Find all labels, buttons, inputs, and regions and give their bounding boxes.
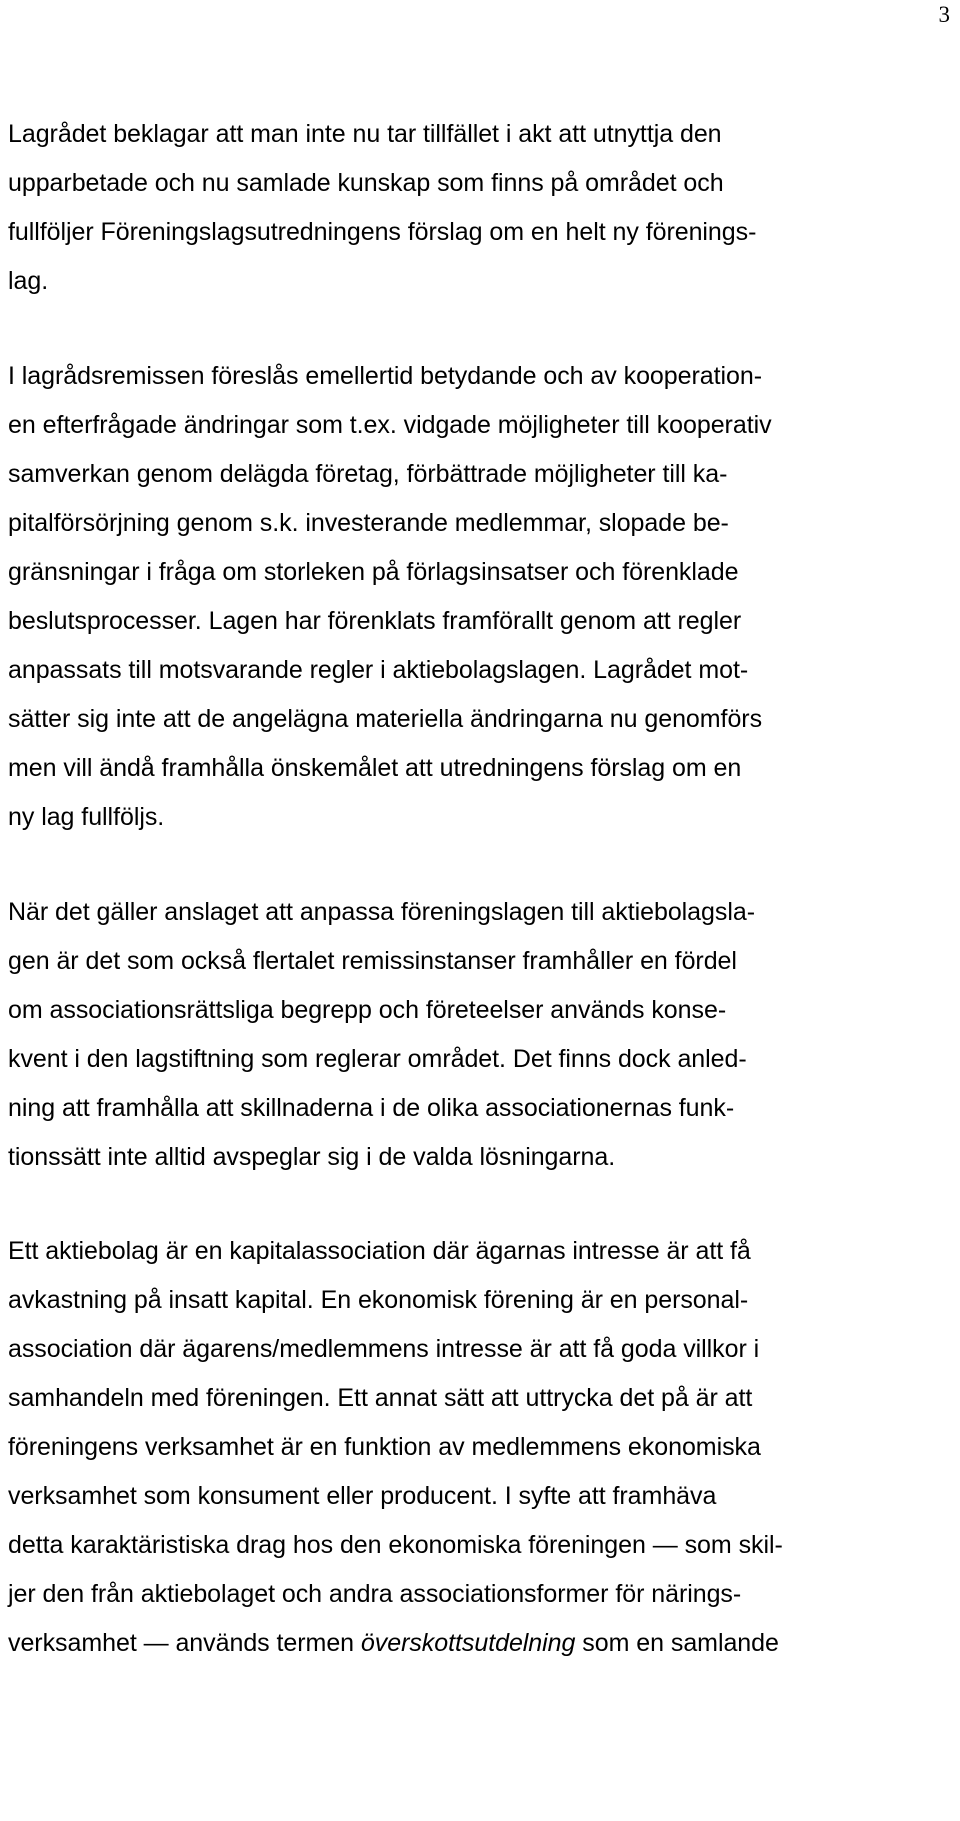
text-line: Lagrådet beklagar att man inte nu tar tillfället i akt att utnyttja den bbox=[8, 120, 722, 148]
paragraph-spacer bbox=[8, 1182, 956, 1227]
text-line: anpassats till motsvarande regler i aktiebolagslagen. Lagrådet mot- bbox=[8, 656, 749, 684]
paragraph-spacer bbox=[8, 842, 956, 888]
document-body bbox=[8, 110, 956, 1668]
text-line: men vill ändå framhålla önskemålet att utredningens förslag om en bbox=[8, 754, 742, 782]
emphasized-term: överskottsutdelning bbox=[360, 1629, 576, 1657]
text-line: sätter sig inte att de angelägna materiella ändringarna nu genomförs bbox=[8, 705, 763, 733]
text-line: om associationsrättsliga begrepp och företeelser används konse- bbox=[8, 996, 727, 1024]
text-line: jer den från aktiebolaget och andra associationsformer för närings- bbox=[8, 1580, 742, 1608]
text-line: kvent i den lagstiftning som reglerar området. Det finns dock anled- bbox=[8, 1045, 747, 1073]
text-line: en efterfrågade ändringar som t.ex. vidgade möjligheter till kooperativ bbox=[8, 411, 772, 439]
text-line: samhandeln med föreningen. Ett annat sätt att uttrycka det på är att bbox=[8, 1384, 753, 1412]
page-number: 3 bbox=[938, 2, 950, 27]
text-line: gen är det som också flertalet remissinstanser framhåller en fördel bbox=[8, 947, 737, 975]
text-line: gränsningar i fråga om storleken på förlagsinsatser och förenklade bbox=[8, 558, 739, 586]
paragraph-spacer bbox=[8, 306, 956, 352]
paragraph-3 bbox=[8, 888, 956, 1182]
text-line: tionssätt inte alltid avspeglar sig i de valda lösningarna. bbox=[8, 1143, 616, 1171]
text-line: ny lag fullföljs. bbox=[8, 803, 165, 831]
text-line: upparbetade och nu samlade kunskap som finns på området och bbox=[8, 169, 724, 197]
paragraph-1 bbox=[8, 110, 956, 306]
text-line: I lagrådsremissen föreslås emellertid betydande och av kooperation- bbox=[8, 362, 762, 390]
text-line: samverkan genom delägda företag, förbättrade möjligheter till ka- bbox=[8, 460, 728, 488]
text-line: När det gäller anslaget att anpassa föreningslagen till aktiebolagsla- bbox=[8, 898, 755, 926]
text-line: föreningens verksamhet är en funktion av medlemmens ekonomiska bbox=[8, 1433, 761, 1461]
paragraph-2 bbox=[8, 352, 956, 842]
text-line: lag. bbox=[8, 267, 49, 295]
text-line: detta karaktäristiska drag hos den ekonomiska föreningen — som skil- bbox=[8, 1531, 783, 1559]
text-line: ning att framhålla att skillnaderna i de olika associationernas funk- bbox=[8, 1094, 735, 1122]
text-line: pitalförsörjning genom s.k. investerande medlemmar, slopade be- bbox=[8, 509, 729, 537]
text-line: avkastning på insatt kapital. En ekonomisk förening är en personal- bbox=[8, 1286, 749, 1314]
text-line: verksamhet som konsument eller producent. I syfte att framhäva bbox=[8, 1482, 717, 1510]
text-line: beslutsprocesser. Lagen har förenklats framförallt genom att regler bbox=[8, 607, 742, 635]
text-segment: som en samlande bbox=[575, 1629, 779, 1657]
text-line: fullföljer Föreningslagsutredningens förslag om en helt ny förenings- bbox=[8, 218, 757, 246]
text-line: Ett aktiebolag är en kapitalassociation där ägarnas intresse är att få bbox=[8, 1237, 751, 1265]
text-segment: verksamhet — används termen bbox=[8, 1629, 361, 1657]
paragraph-4 bbox=[8, 1227, 956, 1668]
text-line: association där ägarens/medlemmens intresse är att få goda villkor i bbox=[8, 1335, 760, 1363]
text-line-with-emphasis bbox=[8, 1619, 956, 1668]
